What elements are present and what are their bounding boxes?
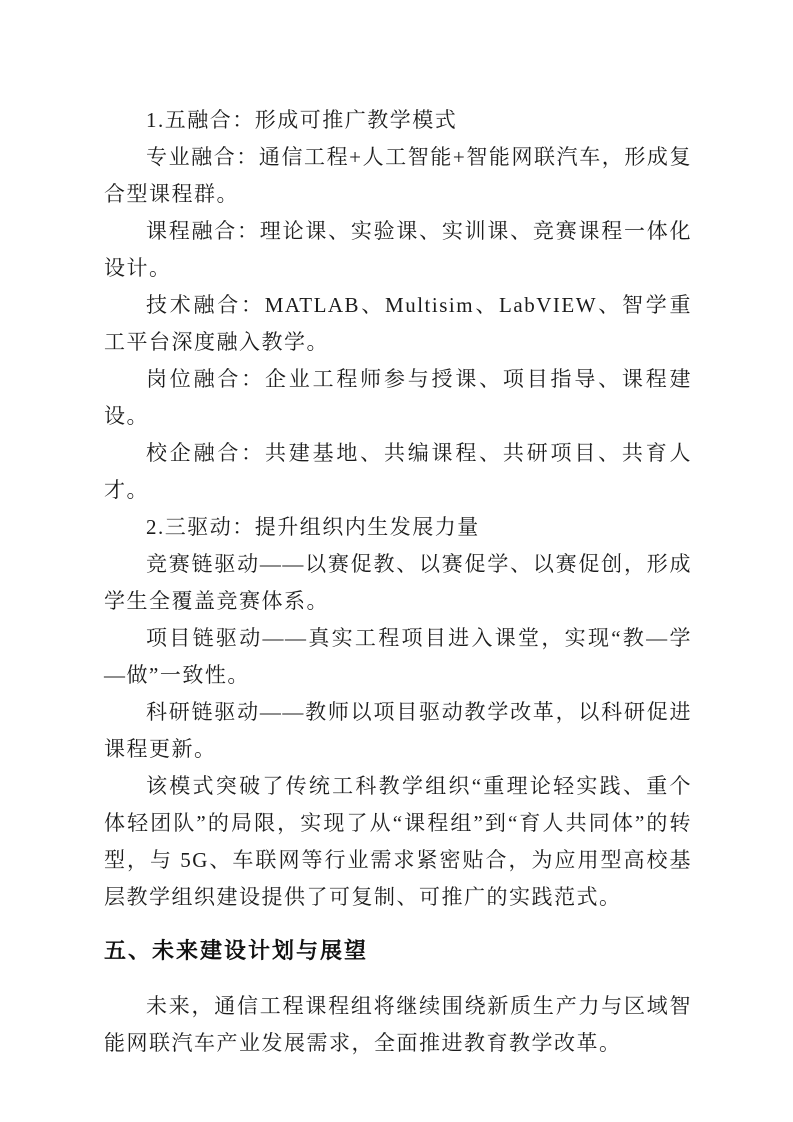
body-paragraph: 未来，通信工程课程组将继续围绕新质生产力与区域智能网联汽车产业发展需求，全面推进教育教学改革。 <box>104 994 692 1055</box>
body-paragraph: 竞赛链驱动——以赛促教、以赛促学、以赛促创，形成学生全覆盖竞赛体系。 <box>104 552 692 613</box>
body-paragraph: 技术融合：MATLAB、Multisim、LabVIEW、智学重工平台深度融入教学。 <box>104 293 692 354</box>
body-paragraph: 该模式突破了传统工科教学组织“重理论轻实践、重个体轻团队”的局限，实现了从“课程组”到“育人共同体”的转型，与 5G、车联网等行业需求紧密贴合，为应用型高校基层教学组织建设提供了可复制、可推广的实践范式。 <box>104 774 692 909</box>
body-paragraph: 岗位融合：企业工程师参与授课、项目指导、课程建设。 <box>104 367 692 428</box>
body-paragraph: 科研链驱动——教师以项目驱动教学改革，以科研促进课程更新。 <box>104 700 692 761</box>
body-paragraph: 2.三驱动：提升组织内生发展力量 <box>146 515 480 539</box>
body-paragraph: 课程融合：理论课、实验课、实训课、竞赛课程一体化设计。 <box>104 219 692 280</box>
body-paragraph: 1.五融合：形成可推广教学模式 <box>146 108 458 132</box>
body-paragraph: 项目链驱动——真实工程项目进入课堂，实现“教—学—做”一致性。 <box>104 626 692 687</box>
section-heading: 五、未来建设计划与展望 <box>104 938 369 963</box>
body-paragraph: 校企融合：共建基地、共编课程、共研项目、共育人才。 <box>104 441 692 502</box>
document-content <box>104 102 692 1062</box>
body-paragraph: 专业融合：通信工程+人工智能+智能网联汽车，形成复合型课程群。 <box>104 145 692 206</box>
